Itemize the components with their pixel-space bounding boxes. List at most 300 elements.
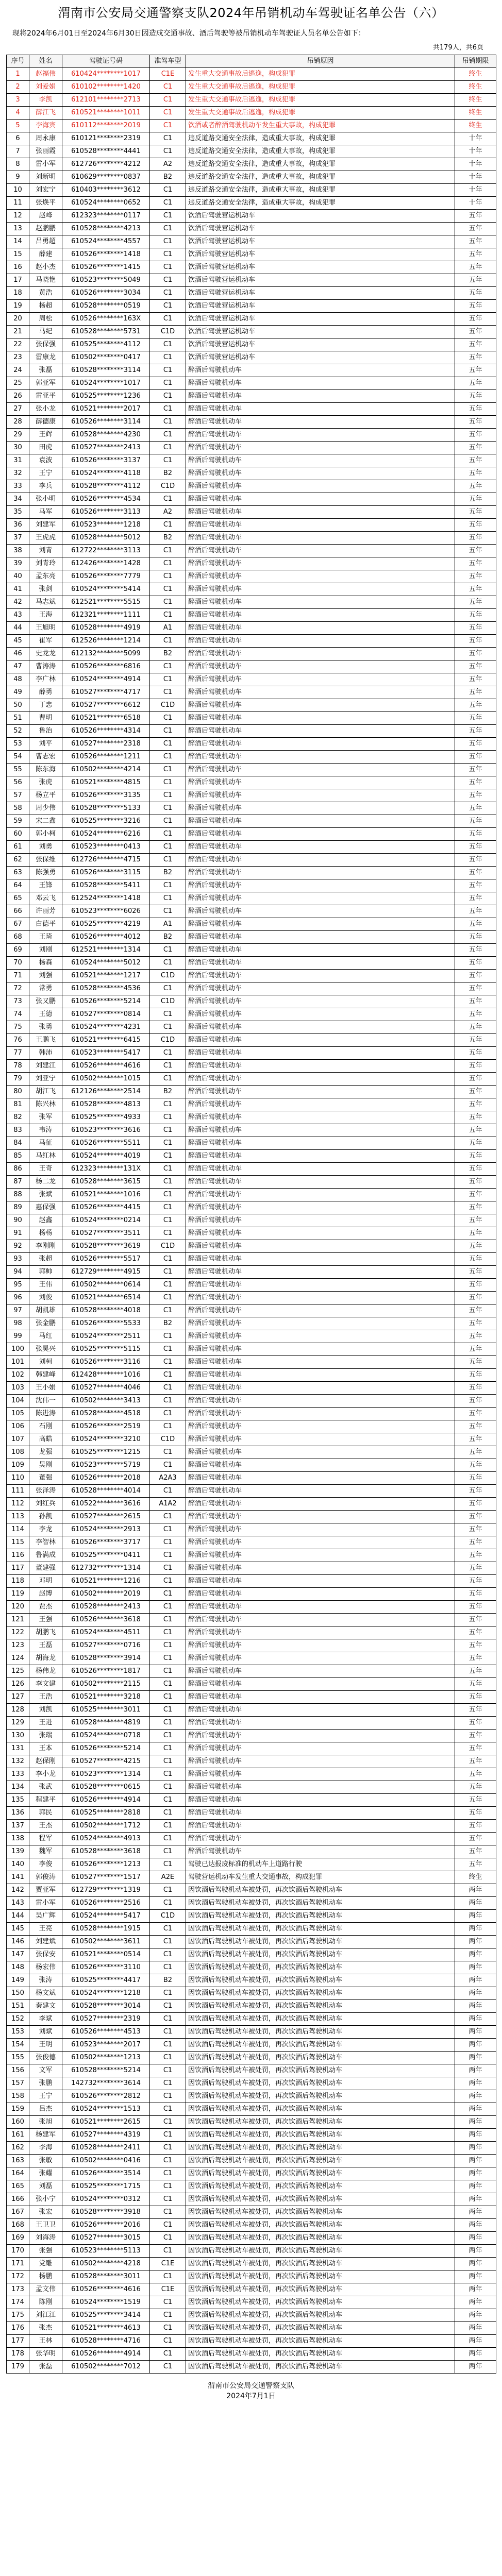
row-name: 刘强	[29, 970, 62, 982]
row-term: 五年	[455, 1021, 496, 1034]
row-license-number: 610528********4213	[62, 223, 150, 235]
row-reason: 违反道路交通安全法律，造成重大事故，构成犯罪	[186, 145, 455, 158]
row-vehicle-class: C1	[150, 429, 186, 442]
row-name: 黄浩	[29, 287, 62, 300]
row-reason: 因饮酒后驾驶机动车被处罚，再次饮酒后驾驶机动车	[186, 2348, 455, 2361]
table-row	[7, 2077, 496, 2090]
row-name: 张华明	[29, 2348, 62, 2361]
row-index: 61	[7, 841, 29, 854]
row-term: 两年	[455, 2258, 496, 2270]
table-row	[7, 107, 496, 120]
row-name: 雷小军	[29, 1897, 62, 1910]
row-name: 刘宏宁	[29, 184, 62, 197]
row-license-number: 610526********5214	[62, 995, 150, 1008]
row-name: 张金鹏	[29, 1317, 62, 1330]
row-reason: 因饮酒后驾驶机动车被处罚，再次饮酒后驾驶机动车	[186, 1910, 455, 1923]
table-row	[7, 390, 496, 403]
row-index: 101	[7, 1356, 29, 1369]
row-vehicle-class: C1	[150, 1536, 186, 1549]
row-vehicle-class: C1	[150, 1923, 186, 1936]
row-reason: 醉酒后驾驶机动车	[186, 1356, 455, 1369]
row-vehicle-class: C1	[150, 274, 186, 287]
table-row	[7, 2052, 496, 2064]
row-name: 王杰	[29, 1820, 62, 1833]
row-index: 86	[7, 1163, 29, 1176]
row-reason: 醉酒后驾驶机动车	[186, 519, 455, 532]
row-license-number: 610527********2319	[62, 2013, 150, 2026]
row-index: 8	[7, 158, 29, 171]
header-index: 序号	[7, 55, 29, 68]
row-reason: 因饮酒后驾驶机动车被处罚，再次饮酒后驾驶机动车	[186, 2219, 455, 2232]
row-reason: 醉酒后驾驶机动车	[186, 1575, 455, 1588]
row-reason: 醉酒后驾驶机动车	[186, 712, 455, 725]
row-name: 张宏	[29, 2206, 62, 2219]
row-reason: 醉酒后驾驶机动车	[186, 1678, 455, 1691]
row-reason: 醉酒后驾驶机动车	[186, 1446, 455, 1459]
row-reason: 因饮酒后驾驶机动车被处罚，再次饮酒后驾驶机动车	[186, 1884, 455, 1897]
row-name: 杨杨	[29, 1227, 62, 1240]
row-index: 108	[7, 1446, 29, 1459]
row-reason: 饮酒后驾驶营运机动车	[186, 223, 455, 235]
row-vehicle-class: C1	[150, 583, 186, 596]
row-index: 70	[7, 957, 29, 970]
row-term: 五年	[455, 429, 496, 442]
row-index: 142	[7, 1884, 29, 1897]
row-term: 五年	[455, 712, 496, 725]
row-vehicle-class: C1	[150, 287, 186, 300]
row-vehicle-class: C1	[150, 145, 186, 158]
table-row	[7, 235, 496, 248]
row-term: 十年	[455, 145, 496, 158]
row-vehicle-class: C1	[150, 828, 186, 841]
row-license-number: 610528********3011	[62, 2270, 150, 2283]
row-reason: 醉酒后驾驶机动车	[186, 931, 455, 944]
row-term: 两年	[455, 2077, 496, 2090]
row-term: 五年	[455, 1266, 496, 1279]
row-index: 153	[7, 2026, 29, 2039]
row-vehicle-class: B2	[150, 1317, 186, 1330]
row-term: 五年	[455, 699, 496, 712]
row-index: 179	[7, 2361, 29, 2374]
row-vehicle-class: C1	[150, 1459, 186, 1472]
row-reason: 醉酒后驾驶机动车	[186, 1369, 455, 1382]
row-index: 17	[7, 274, 29, 287]
row-license-number: 610502********2019	[62, 1588, 150, 1601]
row-reason: 醉酒后驾驶机动车	[186, 1562, 455, 1575]
row-reason: 醉酒后驾驶机动车	[186, 1240, 455, 1253]
table-row	[7, 467, 496, 480]
row-license-number: 610526********2812	[62, 2090, 150, 2103]
row-index: 164	[7, 2167, 29, 2180]
row-license-number: 612126********2514	[62, 1086, 150, 1098]
table-row	[7, 403, 496, 416]
row-vehicle-class: C1	[150, 2322, 186, 2335]
row-vehicle-class: C1D	[150, 1910, 186, 1923]
row-license-number: 610524********0718	[62, 1730, 150, 1742]
row-license-number: 610524********1017	[62, 377, 150, 390]
table-row	[7, 1639, 496, 1652]
row-index: 74	[7, 1008, 29, 1021]
row-license-number: 610526********4012	[62, 931, 150, 944]
row-index: 115	[7, 1536, 29, 1549]
row-term: 五年	[455, 1472, 496, 1485]
row-index: 1	[7, 68, 29, 81]
row-name: 杨宏伟	[29, 1961, 62, 1974]
row-name: 史龙龙	[29, 648, 62, 660]
row-index: 167	[7, 2206, 29, 2219]
row-name: 孙凯	[29, 1511, 62, 1523]
row-vehicle-class: C1	[150, 557, 186, 570]
row-name: 张保维	[29, 854, 62, 867]
row-index: 124	[7, 1652, 29, 1665]
row-name: 胡江飞	[29, 1086, 62, 1098]
row-term: 五年	[455, 1459, 496, 1472]
row-index: 90	[7, 1214, 29, 1227]
row-license-number: 610526********4534	[62, 493, 150, 506]
row-name: 刘刚	[29, 944, 62, 957]
row-vehicle-class: C1	[150, 1176, 186, 1189]
row-license-number: 610521********4815	[62, 776, 150, 789]
row-index: 176	[7, 2322, 29, 2335]
row-license-number: 610521********2017	[62, 403, 150, 416]
row-term: 五年	[455, 480, 496, 493]
row-reason: 饮酒后驾驶营运机动车	[186, 338, 455, 351]
row-license-number: 610521********1216	[62, 1575, 150, 1588]
row-index: 129	[7, 1717, 29, 1730]
row-name: 王小娟	[29, 1382, 62, 1395]
table-row	[7, 596, 496, 609]
row-reason: 醉酒后驾驶机动车	[186, 1021, 455, 1034]
table-row	[7, 2129, 496, 2142]
row-name: 周少伟	[29, 802, 62, 815]
row-term: 终生	[455, 1871, 496, 1884]
row-license-number: 610526********1817	[62, 1665, 150, 1678]
table-row	[7, 364, 496, 377]
row-vehicle-class: C1	[150, 1948, 186, 1961]
row-license-number: 610521********6518	[62, 712, 150, 725]
row-vehicle-class: C1	[150, 493, 186, 506]
row-index: 134	[7, 1781, 29, 1794]
row-term: 五年	[455, 1446, 496, 1459]
row-reason: 醉酒后驾驶机动车	[186, 1073, 455, 1086]
row-vehicle-class: C1	[150, 1575, 186, 1588]
row-license-number: 612323********131X	[62, 1163, 150, 1176]
row-term: 五年	[455, 789, 496, 802]
row-vehicle-class: C1	[150, 738, 186, 751]
row-vehicle-class: C1	[150, 1961, 186, 1974]
row-license-number: 610521********4613	[62, 2322, 150, 2335]
table-row	[7, 2142, 496, 2155]
row-reason: 醉酒后驾驶机动车	[186, 828, 455, 841]
row-reason: 醉酒后驾驶机动车	[186, 493, 455, 506]
row-vehicle-class: A2	[150, 506, 186, 519]
row-index: 162	[7, 2142, 29, 2155]
row-reason: 醉酒后驾驶机动车	[186, 480, 455, 493]
row-name: 王宁	[29, 2090, 62, 2103]
row-name: 张昊兴	[29, 1343, 62, 1356]
row-index: 18	[7, 287, 29, 300]
row-vehicle-class: A2E	[150, 1871, 186, 1884]
row-name: 李兵	[29, 480, 62, 493]
row-license-number: 610526********1213	[62, 1858, 150, 1871]
row-name: 王伟	[29, 1279, 62, 1292]
row-vehicle-class: C1	[150, 1884, 186, 1897]
row-index: 47	[7, 660, 29, 673]
row-reason: 饮酒后驾驶营运机动车	[186, 261, 455, 274]
row-index: 42	[7, 596, 29, 609]
row-index: 97	[7, 1304, 29, 1317]
row-vehicle-class: C1	[150, 1665, 186, 1678]
row-name: 文军	[29, 2064, 62, 2077]
row-license-number: 612524********1418	[62, 892, 150, 905]
row-term: 五年	[455, 1111, 496, 1124]
row-vehicle-class: C1	[150, 416, 186, 429]
row-reason: 醉酒后驾驶机动车	[186, 1781, 455, 1794]
table-row	[7, 1845, 496, 1858]
row-name: 王亮	[29, 1923, 62, 1936]
row-license-number: 610521********6415	[62, 1034, 150, 1047]
row-vehicle-class: C1	[150, 351, 186, 364]
row-name: 赵鹏鹏	[29, 223, 62, 235]
row-vehicle-class: C1	[150, 1768, 186, 1781]
row-name: 王明	[29, 2039, 62, 2052]
row-vehicle-class: C1	[150, 635, 186, 648]
row-reason: 醉酒后驾驶机动车	[186, 403, 455, 416]
table-row	[7, 1730, 496, 1742]
row-vehicle-class: C1	[150, 1408, 186, 1420]
row-reason: 醉酒后驾驶机动车	[186, 570, 455, 583]
row-vehicle-class: C1	[150, 235, 186, 248]
row-vehicle-class: C1	[150, 2052, 186, 2064]
row-reason: 因饮酒后驾驶机动车被处罚，再次饮酒后驾驶机动车	[186, 2013, 455, 2026]
row-license-number: 610524********1519	[62, 2296, 150, 2309]
row-term: 五年	[455, 1382, 496, 1395]
row-license-number: 610528********5731	[62, 326, 150, 338]
table-row	[7, 1008, 496, 1021]
row-vehicle-class: C1	[150, 1523, 186, 1536]
row-index: 105	[7, 1408, 29, 1420]
row-index: 23	[7, 351, 29, 364]
row-reason: 醉酒后驾驶机动车	[186, 1382, 455, 1395]
row-term: 五年	[455, 1189, 496, 1201]
row-license-number: 610528********0519	[62, 300, 150, 313]
row-vehicle-class: C1	[150, 1008, 186, 1021]
row-license-number: 610527********3511	[62, 1227, 150, 1240]
row-term: 两年	[455, 2361, 496, 2374]
row-license-number: 610523********2017	[62, 2039, 150, 2052]
row-reason: 驾驶营运机动车发生重大交通事故，构成犯罪	[186, 1871, 455, 1884]
row-index: 43	[7, 609, 29, 622]
row-license-number: 610525********4112	[62, 338, 150, 351]
table-row	[7, 2206, 496, 2219]
row-name: 郭亚军	[29, 377, 62, 390]
row-license-number: 610526********3113	[62, 506, 150, 519]
row-vehicle-class: C1	[150, 892, 186, 905]
row-vehicle-class: C1	[150, 1717, 186, 1730]
row-vehicle-class: C1	[150, 2090, 186, 2103]
row-vehicle-class: C1D	[150, 1034, 186, 1047]
row-license-number: 610524********4118	[62, 467, 150, 480]
row-index: 6	[7, 132, 29, 145]
row-name: 马纪	[29, 326, 62, 338]
row-index: 106	[7, 1420, 29, 1433]
row-reason: 醉酒后驾驶机动车	[186, 1691, 455, 1704]
row-name: 李广林	[29, 673, 62, 686]
row-term: 两年	[455, 2219, 496, 2232]
row-index: 125	[7, 1665, 29, 1678]
row-vehicle-class: C1	[150, 1098, 186, 1111]
row-name: 王德	[29, 1008, 62, 1021]
row-license-number: 610526********5533	[62, 1317, 150, 1330]
row-name: 李龙	[29, 1523, 62, 1536]
row-term: 五年	[455, 1588, 496, 1601]
row-license-number: 610524********1513	[62, 2103, 150, 2116]
row-license-number: 610524********5414	[62, 583, 150, 596]
row-reason: 因饮酒后驾驶机动车被处罚，再次饮酒后驾驶机动车	[186, 2296, 455, 2309]
row-license-number: 610528********4536	[62, 982, 150, 995]
row-reason: 醉酒后驾驶机动车	[186, 686, 455, 699]
row-term: 五年	[455, 1201, 496, 1214]
row-term: 五年	[455, 557, 496, 570]
row-reason: 因饮酒后驾驶机动车被处罚，再次饮酒后驾驶机动车	[186, 1987, 455, 2000]
row-vehicle-class: C1	[150, 2335, 186, 2348]
row-index: 98	[7, 1317, 29, 1330]
table-row	[7, 2309, 496, 2322]
row-term: 五年	[455, 300, 496, 313]
row-index: 116	[7, 1549, 29, 1562]
row-name: 周松	[29, 313, 62, 326]
table-row	[7, 789, 496, 802]
row-index: 109	[7, 1459, 29, 1472]
row-term: 五年	[455, 235, 496, 248]
row-index: 84	[7, 1137, 29, 1150]
table-row	[7, 1189, 496, 1201]
row-license-number: 612722********3113	[62, 545, 150, 557]
row-name: 石刚	[29, 1420, 62, 1433]
row-reason: 醉酒后驾驶机动车	[186, 1150, 455, 1163]
row-name: 刘海涛	[29, 2232, 62, 2245]
row-name: 丁忠	[29, 699, 62, 712]
row-term: 两年	[455, 2309, 496, 2322]
row-reason: 因饮酒后驾驶机动车被处罚，再次饮酒后驾驶机动车	[186, 1974, 455, 1987]
row-vehicle-class: C1	[150, 570, 186, 583]
row-index: 91	[7, 1227, 29, 1240]
row-vehicle-class: C1	[150, 1279, 186, 1292]
row-index: 141	[7, 1871, 29, 1884]
row-term: 五年	[455, 545, 496, 557]
row-name: 赵福伟	[29, 68, 62, 81]
row-vehicle-class: A2A3	[150, 1472, 186, 1485]
row-reason: 醉酒后驾驶机动车	[186, 673, 455, 686]
row-reason: 因饮酒后驾驶机动车被处罚，再次饮酒后驾驶机动车	[186, 2206, 455, 2219]
row-term: 两年	[455, 2296, 496, 2309]
row-index: 169	[7, 2232, 29, 2245]
row-vehicle-class: C1	[150, 338, 186, 351]
row-name: 程建平	[29, 1794, 62, 1807]
row-license-number: 610527********4215	[62, 1755, 150, 1768]
table-row	[7, 1936, 496, 1948]
row-vehicle-class: C1	[150, 364, 186, 377]
row-term: 两年	[455, 2129, 496, 2142]
row-term: 两年	[455, 1910, 496, 1923]
row-index: 60	[7, 828, 29, 841]
row-license-number: 610524********4557	[62, 235, 150, 248]
table-row	[7, 377, 496, 390]
row-index: 26	[7, 390, 29, 403]
row-vehicle-class: C1	[150, 1137, 186, 1150]
row-name: 龙强	[29, 1446, 62, 1459]
row-license-number: 610527********0716	[62, 1639, 150, 1652]
row-vehicle-class: C1	[150, 454, 186, 467]
row-vehicle-class: C1	[150, 2296, 186, 2309]
row-reason: 醉酒后驾驶机动车	[186, 1511, 455, 1523]
table-row	[7, 274, 496, 287]
row-reason: 因饮酒后驾驶机动车被处罚，再次饮酒后驾驶机动车	[186, 2142, 455, 2155]
row-vehicle-class: B2	[150, 1974, 186, 1987]
row-term: 五年	[455, 1369, 496, 1382]
row-vehicle-class: C1	[150, 261, 186, 274]
row-term: 五年	[455, 764, 496, 776]
row-reason: 醉酒后驾驶机动车	[186, 1665, 455, 1678]
row-index: 178	[7, 2348, 29, 2361]
table-row	[7, 2193, 496, 2206]
row-vehicle-class: C1	[150, 300, 186, 313]
row-name: 高皓	[29, 1433, 62, 1446]
row-license-number: 610102********1420	[62, 81, 150, 94]
row-license-number: 610403********3612	[62, 184, 150, 197]
table-row	[7, 776, 496, 789]
row-term: 五年	[455, 1833, 496, 1845]
row-term: 五年	[455, 1137, 496, 1150]
row-vehicle-class: C1	[150, 1227, 186, 1240]
row-term: 两年	[455, 2180, 496, 2193]
row-license-number: 610528********4716	[62, 2335, 150, 2348]
table-row	[7, 1356, 496, 1369]
row-vehicle-class: C1	[150, 1369, 186, 1382]
row-name: 王鹏飞	[29, 1034, 62, 1047]
row-name: 杨文斌	[29, 1987, 62, 2000]
row-index: 113	[7, 1511, 29, 1523]
row-name: 张杰	[29, 2322, 62, 2335]
row-name: 雷亚平	[29, 390, 62, 403]
row-term: 五年	[455, 931, 496, 944]
row-term: 五年	[455, 1214, 496, 1227]
row-license-number: 610525********4933	[62, 1111, 150, 1124]
table-row	[7, 2335, 496, 2348]
row-name: 周永康	[29, 132, 62, 145]
row-license-number: 610525********3414	[62, 2309, 150, 2322]
row-vehicle-class: C1	[150, 2348, 186, 2361]
row-license-number: 610528********4819	[62, 1717, 150, 1730]
table-row	[7, 223, 496, 235]
row-term: 五年	[455, 1034, 496, 1047]
table-row	[7, 2000, 496, 2013]
row-vehicle-class: C1	[150, 1021, 186, 1034]
table-row	[7, 1292, 496, 1304]
row-reason: 醉酒后驾驶机动车	[186, 1472, 455, 1485]
row-name: 刘斌	[29, 2026, 62, 2039]
row-vehicle-class: C1	[150, 1858, 186, 1871]
row-vehicle-class: C1	[150, 223, 186, 235]
row-license-number: 610528********5214	[62, 2064, 150, 2077]
row-vehicle-class: C1	[150, 1304, 186, 1317]
table-row	[7, 1897, 496, 1910]
row-vehicle-class: C1	[150, 1111, 186, 1124]
row-name: 薛德康	[29, 416, 62, 429]
row-name: 王海	[29, 609, 62, 622]
row-reason: 醉酒后驾驶机动车	[186, 1820, 455, 1833]
row-license-number: 610528********5133	[62, 802, 150, 815]
